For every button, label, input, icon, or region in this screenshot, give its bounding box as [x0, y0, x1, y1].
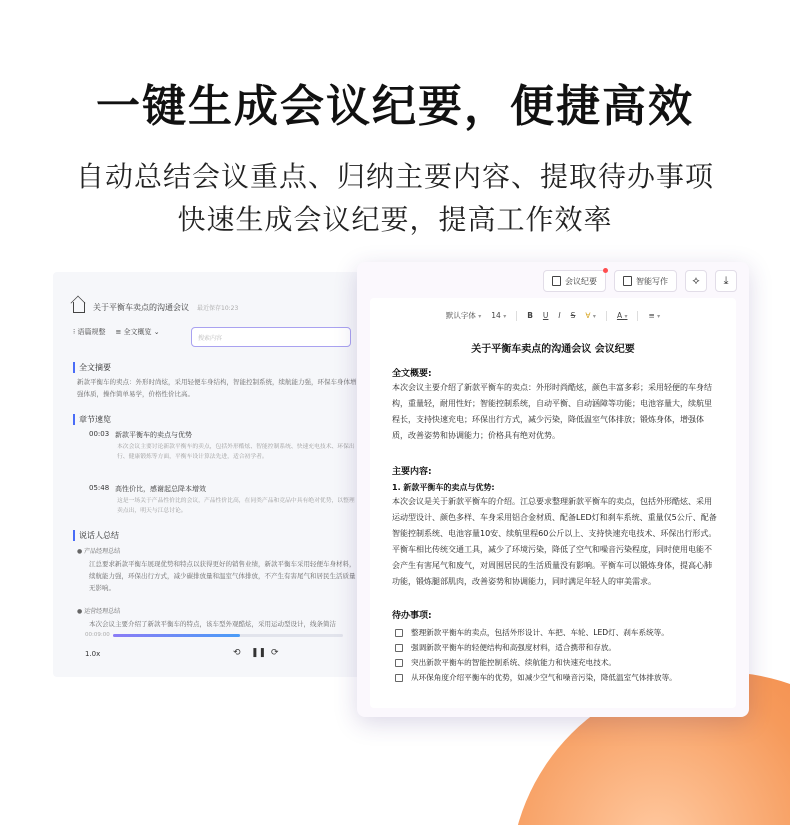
- minutes-button-label: 会议纪要: [565, 276, 597, 286]
- todo-item: [395, 642, 616, 653]
- italic-icon[interactable]: I: [558, 311, 561, 320]
- todo-item: [395, 627, 669, 638]
- todo-checkbox[interactable]: [395, 674, 403, 682]
- size-select[interactable]: 14 ▾: [491, 311, 507, 320]
- main-content-heading: 主要内容:: [392, 467, 432, 477]
- todo-text: 强调新款平衡车的轻便结构和高强度材料，适合携带和存放。: [411, 643, 617, 652]
- main-content-paragraph: 本次会议是关于新款平衡车的介绍。江总要求整理新款平衡车的卖点，包括外形酷炫、采用运动型设计、颜色多样、车身采用铝合金材质、配备LED灯和刹车系统、重量仅5公斤、配备智能控制系统、电池容量10安、续航里程60公斤以上、支持快速充电技术、环保出行形式。平衡车相比传统交通工具，减少了环境污染，降低了空气和噪音污染程度，同时使用电能不会产生有害尾气和废气，对周围居民的生活质量没有影响。平衡车可以锻炼身体，提高心肺功能，锻炼腿部肌肉，改善姿势和协调能力，同时满足年轻人的审美需求。: [392, 497, 717, 586]
- chapter-2-text: 这是一场关于产品性价比的会议，产品性价比高，在同类产品和竞品中具有绝对优势，以整理卖点出，明天与江总讨论。: [117, 498, 355, 514]
- todo-text: 突出新款平衡车的智能控制系统、续航能力和快速充电技术。: [411, 658, 617, 667]
- todo-checkbox[interactable]: [395, 659, 403, 667]
- document-title: 关于平衡车卖点的沟通会议 会议纪要: [471, 344, 635, 355]
- overview-paragraph: 本次会议主要介绍了新款平衡车的卖点：外形时尚酷炫，颜色丰富多彩；采用轻便的车身结构，重量轻，耐用性好；智能控制系统，自动平衡、自动涵障等功能；电池容量大，续航里程长，支持快速充电；环保出行方式，减少污染，降低温室气体排放；锻炼身体，增强体质，改善姿势和协调能力；价格具有绝对优势。: [392, 383, 712, 440]
- speaker-1-name: ● 产品经理总结: [77, 548, 121, 555]
- tool-overview-button[interactable]: ≡ 全文概览 ⌄: [115, 328, 160, 336]
- chapter-2-title: 高性价比，感谢起总降本增效: [115, 485, 206, 493]
- bg-section-summary: 全文摘要: [73, 362, 111, 373]
- underline-icon[interactable]: U: [542, 311, 549, 320]
- headline: 一键生成会议纪要，便捷高效: [96, 81, 694, 132]
- home-icon[interactable]: [73, 302, 85, 313]
- smart-write-button[interactable]: [614, 270, 677, 292]
- todo-heading: 待办事项:: [392, 611, 432, 621]
- bold-icon[interactable]: B: [527, 311, 533, 320]
- rewind-icon[interactable]: ⟲: [233, 648, 241, 658]
- tool-paragraph-button[interactable]: ⁝ 语篇规整: [73, 328, 106, 336]
- text-color-icon[interactable]: A ▾: [616, 311, 628, 320]
- chapter-1-text: 本次会议主要讨论新款平衡车的卖点，包括外形酷炫、智能控制系统、快速充电技术、环保出行、健康锻炼等方面，平衡车设计算法先进，适合初学者。: [117, 444, 355, 460]
- minutes-popup: [357, 262, 749, 717]
- forward-icon[interactable]: ⟳: [271, 648, 279, 658]
- font-select[interactable]: 默认字体 ▾: [445, 311, 482, 320]
- tool-overview-label: 全文概览: [123, 328, 152, 336]
- bg-header: [73, 302, 238, 313]
- speaker-2-name: ● 运营经理总结: [77, 608, 121, 615]
- subtitle-line-2: 快速生成会议纪要，提高工作效率: [177, 203, 613, 236]
- popup-toolbar: [543, 270, 737, 292]
- bg-search-input[interactable]: 搜索内容: [191, 327, 351, 347]
- align-icon[interactable]: ≡ ▾: [648, 311, 661, 320]
- highlight-icon[interactable]: ∀ ▾: [585, 311, 596, 320]
- todo-item: [395, 657, 616, 668]
- pause-icon[interactable]: ❚❚: [251, 648, 267, 658]
- bg-summary-text: 新款平衡车的卖点：外形时尚炫，采用轻便车身结构，智能控制系统，续航能力强，环保车身体增强体质，操作简单易学，价格性价比高。: [77, 378, 357, 398]
- bg-saved-time: 最近保存10:23: [197, 305, 239, 312]
- font-select-value: 默认字体: [445, 311, 476, 320]
- todo-checkbox[interactable]: [395, 644, 403, 652]
- notification-dot: [603, 268, 608, 273]
- subtitle-line-1: 自动总结会议重点、归纳主要内容、提取待办事项: [75, 160, 714, 193]
- speed-button[interactable]: 1.0x: [85, 650, 101, 658]
- toolbar-divider: [637, 311, 638, 321]
- document-icon: [552, 276, 561, 286]
- tool-paragraph-label: 语篇规整: [77, 328, 106, 336]
- progress-fill: [113, 634, 240, 637]
- smart-write-label: 智能写作: [636, 276, 668, 286]
- bg-section-speakers: 说话人总结: [73, 530, 119, 541]
- chapter-1-title: 新款平衡车的卖点与优势: [115, 431, 192, 439]
- ai-icon: [623, 276, 632, 286]
- bg-toolbar: [73, 327, 160, 337]
- speaker-2-label: 运营经理总结: [84, 608, 121, 615]
- share-icon[interactable]: ⟡: [685, 270, 707, 292]
- minutes-button[interactable]: [543, 270, 606, 292]
- player-time: 00:09:00: [85, 632, 110, 638]
- todo-text: 整理新款平衡车的卖点，包括外形设计、车把、车轮、LED灯、刹车系统等。: [411, 628, 669, 637]
- speaker-2-text: 本次会议主要介绍了新款平衡车的特点，该车型外观酷炫，采用运动型设计，线条简洁: [89, 620, 336, 628]
- size-select-value: 14: [491, 311, 501, 320]
- download-icon[interactable]: ⤓: [715, 270, 737, 292]
- audio-player: [73, 630, 363, 670]
- chapter-2-time[interactable]: 05:48: [89, 484, 110, 492]
- background-app-panel: [53, 272, 363, 677]
- todo-checkbox[interactable]: [395, 629, 403, 637]
- bg-section-chapters: 章节速览: [73, 414, 111, 425]
- speaker-1-text: 江总要求新款平衡车展现优势和特点以获得更好的销售业绩，新款平衡车采用轻便车身材料，续航能力强，环保出行方式，减少碳排放量和温室气体排放，不产生有害尾气和居民生活质量无影响。: [89, 560, 356, 592]
- toolbar-divider: [606, 311, 607, 321]
- progress-track[interactable]: [113, 634, 343, 637]
- overview-heading: 全文概要:: [392, 369, 432, 379]
- chapter-1-time[interactable]: 00:03: [89, 430, 110, 438]
- format-toolbar: [370, 310, 736, 321]
- main-content-subheading: 1. 新款平衡车的卖点与优势:: [392, 483, 495, 492]
- todo-item: [395, 672, 677, 683]
- todo-text: 从环保角度介绍平衡车的优势，如减少空气和噪音污染，降低温室气体排放等。: [411, 673, 677, 682]
- bg-meeting-title: 关于平衡车卖点的沟通会议: [93, 303, 189, 312]
- minutes-document[interactable]: [370, 298, 736, 708]
- speaker-1-label: 产品经理总结: [84, 548, 121, 555]
- strikethrough-icon[interactable]: S: [570, 311, 576, 320]
- toolbar-divider: [516, 311, 517, 321]
